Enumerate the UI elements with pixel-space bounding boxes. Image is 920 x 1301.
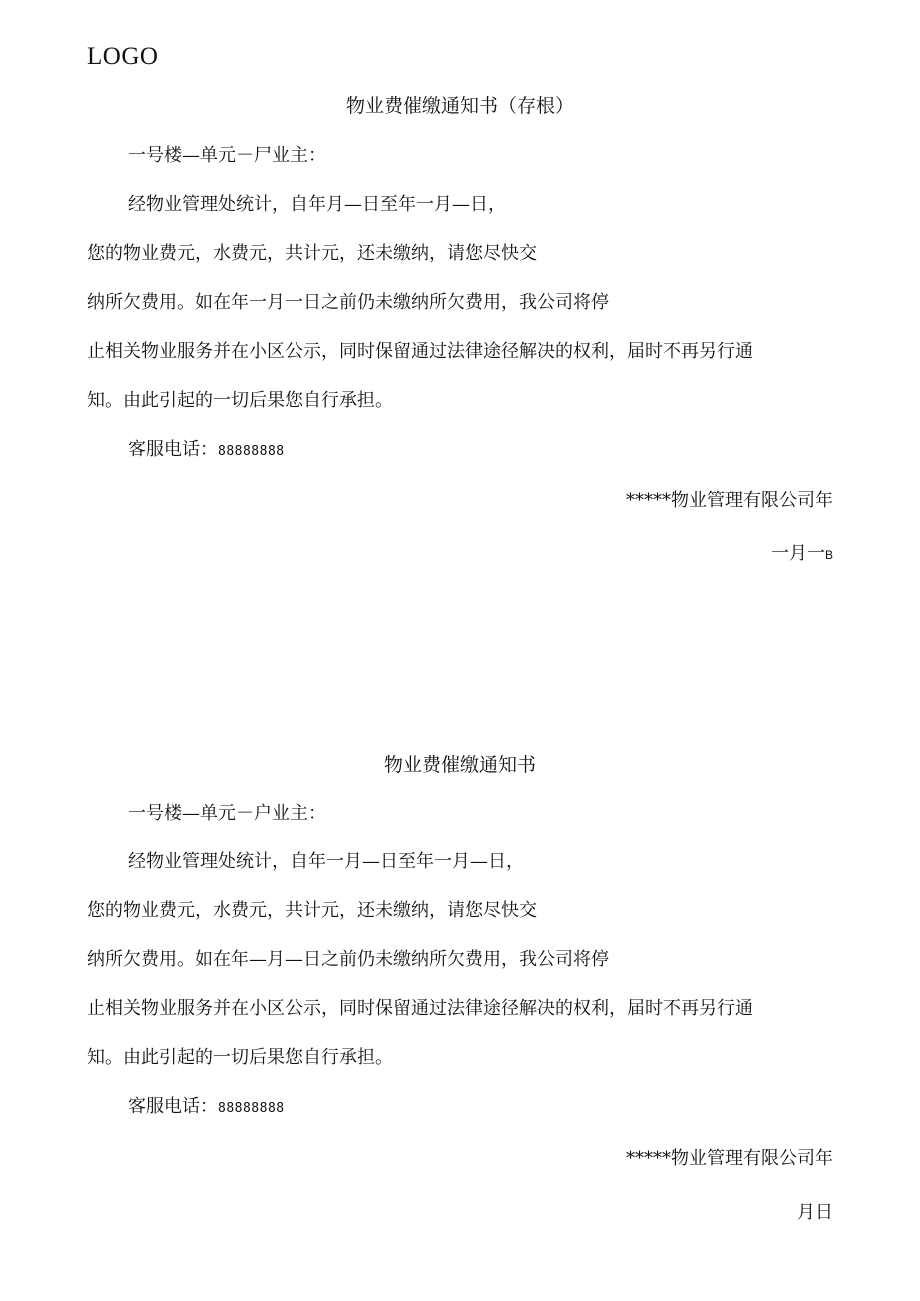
logo-text: LOGO [87, 43, 159, 70]
notice-salutation: 一号楼—单元－户业主： [128, 803, 326, 824]
stub-date [771, 545, 833, 563]
notice-body-line-5: 知。由此引起的一切后果您自行承担。 [87, 1047, 393, 1068]
stub-body-line-3: 纳所欠费用。如在年一月一日之前仍未缴纳所欠费用，我公司将停 [87, 292, 609, 313]
notice-body-line-1: 经物业管理处统计，自年一月—日至年一月—日， [128, 851, 524, 872]
notice-date: 月日 [797, 1202, 833, 1223]
notice-body-line-2: 您的物业费元，水费元，共计元，还未缴纳，请您尽快交 [87, 900, 537, 921]
stub-phone-label: 客服电话： [128, 439, 218, 460]
stub-body-line-4: 止相关物业服务并在小区公示，同时保留通过法律途径解决的权利，届时不再另行通 [87, 341, 753, 362]
notice-title: 物业费催缴通知书 [383, 754, 536, 776]
notice-body-line-4: 止相关物业服务并在小区公示，同时保留通过法律途径解决的权利，届时不再另行通 [87, 998, 753, 1019]
notice-company: *****物业管理有限公司年 [626, 1148, 833, 1169]
stub-date-suffix: B [824, 548, 833, 562]
stub-body-line-1: 经物业管理处统计，自年月—日至年一月—日， [128, 194, 506, 215]
stub-body-line-2: 您的物业费元，水费元，共计元，还未缴纳，请您尽快交 [87, 243, 537, 264]
stub-phone [128, 441, 285, 459]
notice-phone-number: 88888888 [218, 1101, 285, 1116]
notice-phone [128, 1098, 285, 1116]
stub-salutation: 一号楼—单元－尸业主： [128, 145, 326, 166]
stub-phone-number: 88888888 [218, 444, 285, 459]
notice-body-line-3: 纳所欠费用。如在年—月—日之前仍未缴纳所欠费用，我公司将停 [87, 949, 609, 970]
stub-title: 物业费催缴通知书（存根） [345, 95, 574, 117]
stub-company: *****物业管理有限公司年 [626, 490, 833, 511]
stub-date-prefix: 一月一 [770, 543, 825, 564]
stub-body-line-5: 知。由此引起的一切后果您自行承担。 [87, 390, 393, 411]
notice-phone-label: 客服电话： [128, 1096, 218, 1117]
